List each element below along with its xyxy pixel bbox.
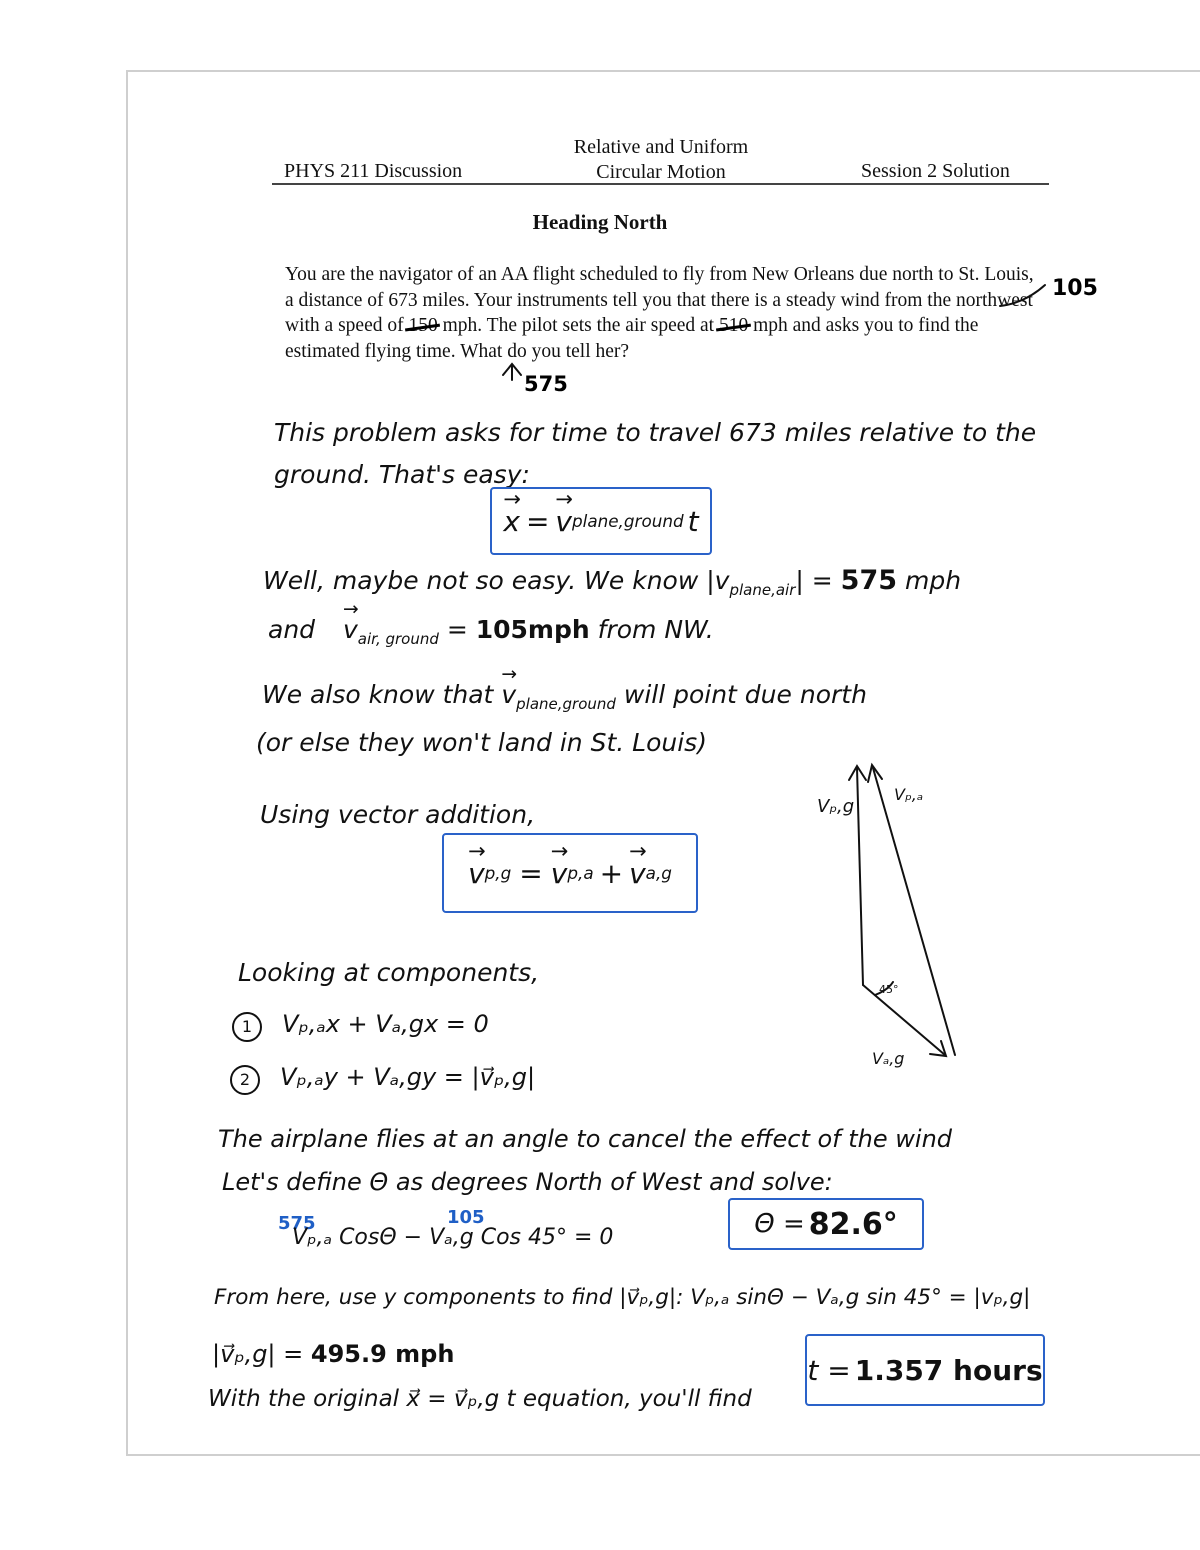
solution-line-12: With the original x⃗ = v⃗ₚ,g t equation, you'll find [208, 1386, 752, 1412]
line5-text-2: will point due north [623, 680, 867, 709]
vpg-label: Vₚ,g [817, 796, 855, 817]
blue-annotation-575: 575 [278, 1213, 316, 1234]
solution-line-6: (or else they won't land in St. Louis) [256, 728, 707, 757]
theta-value: 82.6° [808, 1206, 898, 1242]
correction-stroke [1000, 285, 1045, 306]
vpa-label: Vₚ,ₐ [894, 785, 924, 804]
vpg-sub: p,g [484, 863, 512, 883]
line3-unit: mph [905, 566, 962, 595]
solution-line-10: Let's define Θ as degrees North of West and solve: [222, 1168, 833, 1196]
problem-text-1: You are the navigator of an AA flight scheduled to fly from New Orleans due north to St. Louis, a distance of 673 miles. Your instruments tell you that there is a steady wind from the northwest with a speed of [285, 264, 1034, 336]
plane-air-speed: 575 [840, 565, 898, 596]
line5-text: We also know that [262, 680, 494, 709]
vag-label: Vₐ,g [872, 1049, 905, 1068]
line4-from: from NW. [597, 615, 714, 644]
vag-sub: a,g [645, 863, 672, 883]
wind-correction: 105 [1052, 276, 1098, 301]
struck-air-speed: 510 [719, 313, 748, 339]
vpa-arrow [873, 768, 955, 1055]
solution-line-11: From here, use y components to find |v⃗ₚ,g|: Vₚ,ₐ sinΘ − Vₐ,g sin 45° = |vₚ,g| [214, 1285, 1031, 1310]
x-component-equation: Vₚ,ₐ CosΘ − Vₐ,g Cos 45° = 0 [292, 1225, 614, 1250]
line4-and: and [268, 615, 316, 644]
course-label: PHYS 211 Discussion [284, 160, 463, 182]
solution-line-1: This problem asks for time to travel 673 miles relative to the [274, 418, 1037, 447]
time-label: t = [807, 1353, 851, 1387]
page-title: Heading North [532, 210, 668, 234]
struck-wind-speed: 150 [408, 313, 437, 339]
line5-vector: → v [501, 680, 516, 709]
comp1-text: Vₚ,ₐx + Vₐ,gx = 0 [282, 1010, 489, 1038]
vpa-sub: p,a [567, 863, 594, 883]
line3-eq: | = [795, 566, 833, 595]
angle-label: 45° [879, 983, 899, 996]
time-value: 1.357 hours [854, 1353, 1043, 1387]
equals-sign: = [525, 504, 550, 538]
vpg-result-label: |v⃗ₚ,g| = [212, 1340, 304, 1368]
eq2-equals: = [519, 856, 543, 890]
x-vector: → x [503, 505, 520, 538]
problem-text-2: mph. The pilot sets the air speed at [442, 315, 715, 336]
eq2-plus: + [599, 856, 624, 890]
v-subscript: plane,ground [572, 511, 684, 531]
vpa-vector: → v [551, 857, 568, 890]
solution-line-8: Looking at components, [238, 958, 540, 987]
wind-speed-value: 105mph [475, 615, 590, 644]
caret-mark [503, 364, 521, 380]
vpg-result-value: 495.9 mph [310, 1340, 455, 1368]
line4-vector: → v [343, 615, 358, 644]
airspeed-correction: 575 [524, 372, 568, 396]
topic-line-1: Relative and Uniform [573, 136, 749, 158]
line3-text: Well, maybe not so easy. We know |v [263, 566, 730, 595]
line4-sub: air, ground [357, 630, 439, 648]
topic-line-2: Circular Motion [596, 161, 726, 183]
circled-1: 1 [232, 1012, 262, 1042]
solution-line-7: Using vector addition, [260, 800, 536, 829]
vag-vector: → v [629, 857, 646, 890]
problem-text-3: mph and asks you to find the estimated flying time. What do you tell her? [285, 315, 979, 362]
session-label: Session 2 Solution [861, 160, 1010, 182]
theta-label: Θ = [754, 1209, 805, 1239]
vpg-vector: → v [468, 857, 485, 890]
line4-eq: = [446, 615, 468, 644]
v-vector: → v [555, 505, 572, 538]
blue-annotation-105: 105 [447, 1207, 485, 1228]
solution-line-2: ground. That's easy: [274, 460, 530, 489]
vpg-arrow [857, 768, 863, 985]
solution-line-9: The airplane flies at an angle to cancel the effect of the wind [218, 1125, 953, 1153]
line5-sub: plane,ground [516, 695, 616, 713]
circled-2: 2 [230, 1065, 260, 1095]
time-symbol: t [687, 504, 699, 538]
comp2-text: Vₚ,ₐy + Vₐ,gy = |v⃗ₚ,g| [280, 1063, 536, 1091]
line3-sub: plane,air [729, 581, 796, 599]
